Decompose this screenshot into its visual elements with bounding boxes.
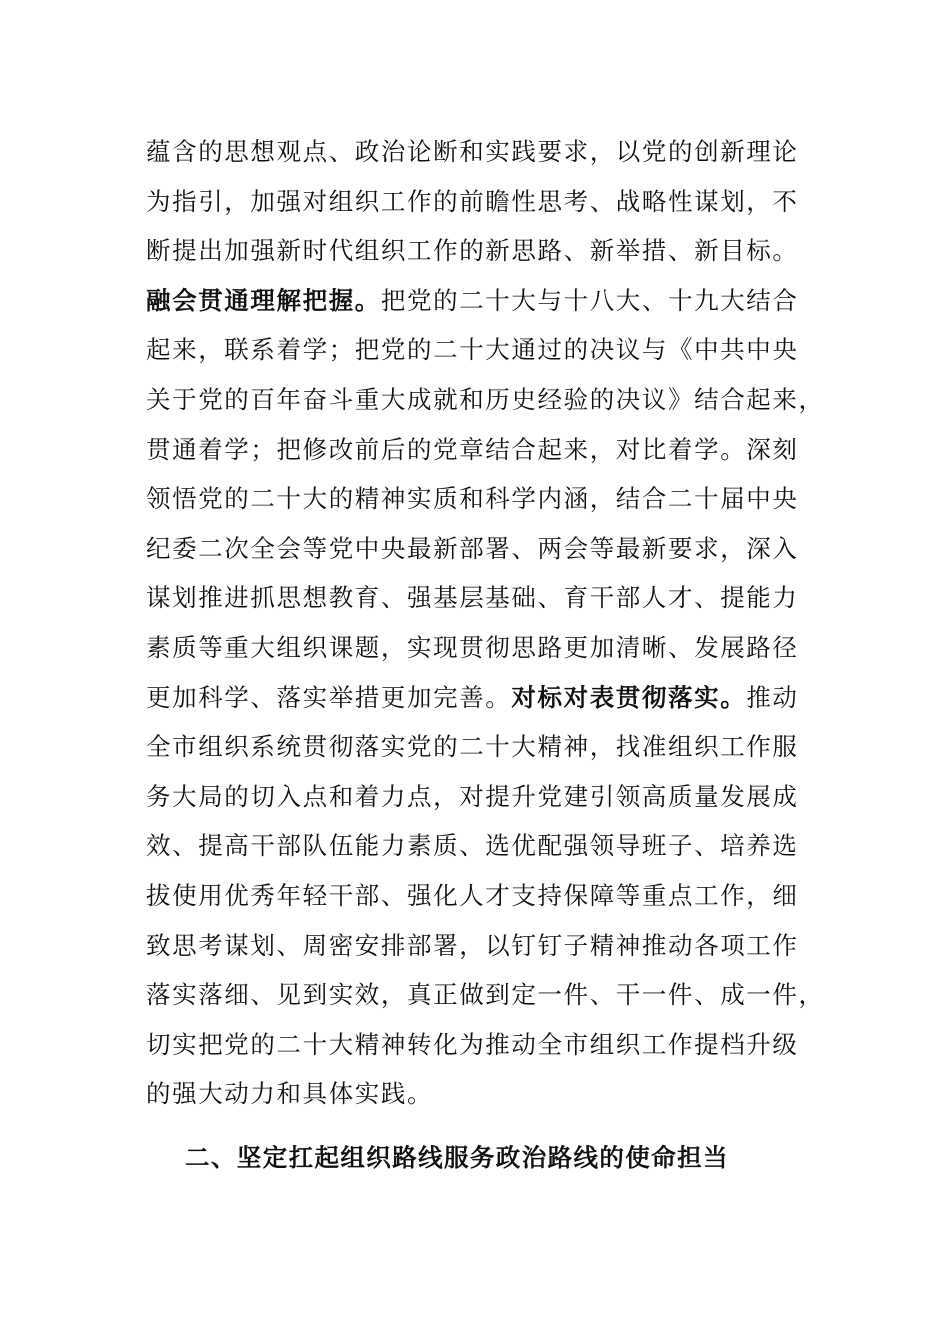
text-line: 谋划推进抓思想教育、强基层基础、育干部人才、提能力	[146, 583, 799, 613]
bold-lead-phrase: 对标对表贯彻落实。	[511, 682, 747, 712]
text-line: 更加科学、落实举措更加完善。对标对表贯彻落实。推动	[146, 682, 799, 712]
body-text	[146, 127, 825, 1119]
text-line: 落实落细、见到实效，真正做到定一件、干一件、成一件，	[146, 980, 825, 1010]
section-heading: 二、坚定扛起组织路线服务政治路线的使命担当	[185, 1143, 729, 1172]
text-line: 起来，联系着学；把党的二十大通过的决议与《中共中央	[146, 335, 799, 365]
text-line: 切实把党的二十大精神转化为推动全市组织工作提档升级	[146, 1029, 799, 1059]
text-line: 融会贯通理解把握。把党的二十大与十八大、十九大结合	[146, 285, 799, 315]
text-line: 务大局的切入点和着力点，对提升党建引领高质量发展成	[146, 781, 799, 811]
text-line: 断提出加强新时代组织工作的新思路、新举措、新目标。	[146, 236, 799, 266]
text-line: 致思考谋划、周密安排部署，以钉钉子精神推动各项工作	[146, 930, 799, 960]
text-line: 效、提高干部队伍能力素质、选优配强领导班子、培养选	[146, 831, 799, 861]
text-line: 素质等重大组织课题，实现贯彻思路更加清晰、发展路径	[146, 632, 799, 662]
text-line: 蕴含的思想观点、政治论断和实践要求，以党的创新理论	[146, 137, 799, 166]
text-line: 贯通着学；把修改前后的党章结合起来，对比着学。深刻	[146, 434, 799, 464]
text-line: 领悟党的二十大的精神实质和科学内涵，结合二十届中央	[146, 484, 799, 514]
text-line: 纪委二次全会等党中央最新部署、两会等最新要求，深入	[146, 533, 799, 563]
text-line: 拔使用优秀年轻干部、强化人才支持保障等重点工作，细	[146, 880, 799, 910]
text-line: 全市组织系统贯彻落实党的二十大精神，找准组织工作服	[146, 732, 799, 762]
text-line: 为指引，加强对组织工作的前瞻性思考、战略性谋划，不	[146, 186, 799, 216]
bold-lead-phrase: 融会贯通理解把握。	[146, 285, 381, 315]
text-line: 关于党的百年奋斗重大成就和历史经验的决议》结合起来，	[146, 384, 825, 414]
text-line: 的强大动力和具体实践。	[146, 1079, 434, 1109]
